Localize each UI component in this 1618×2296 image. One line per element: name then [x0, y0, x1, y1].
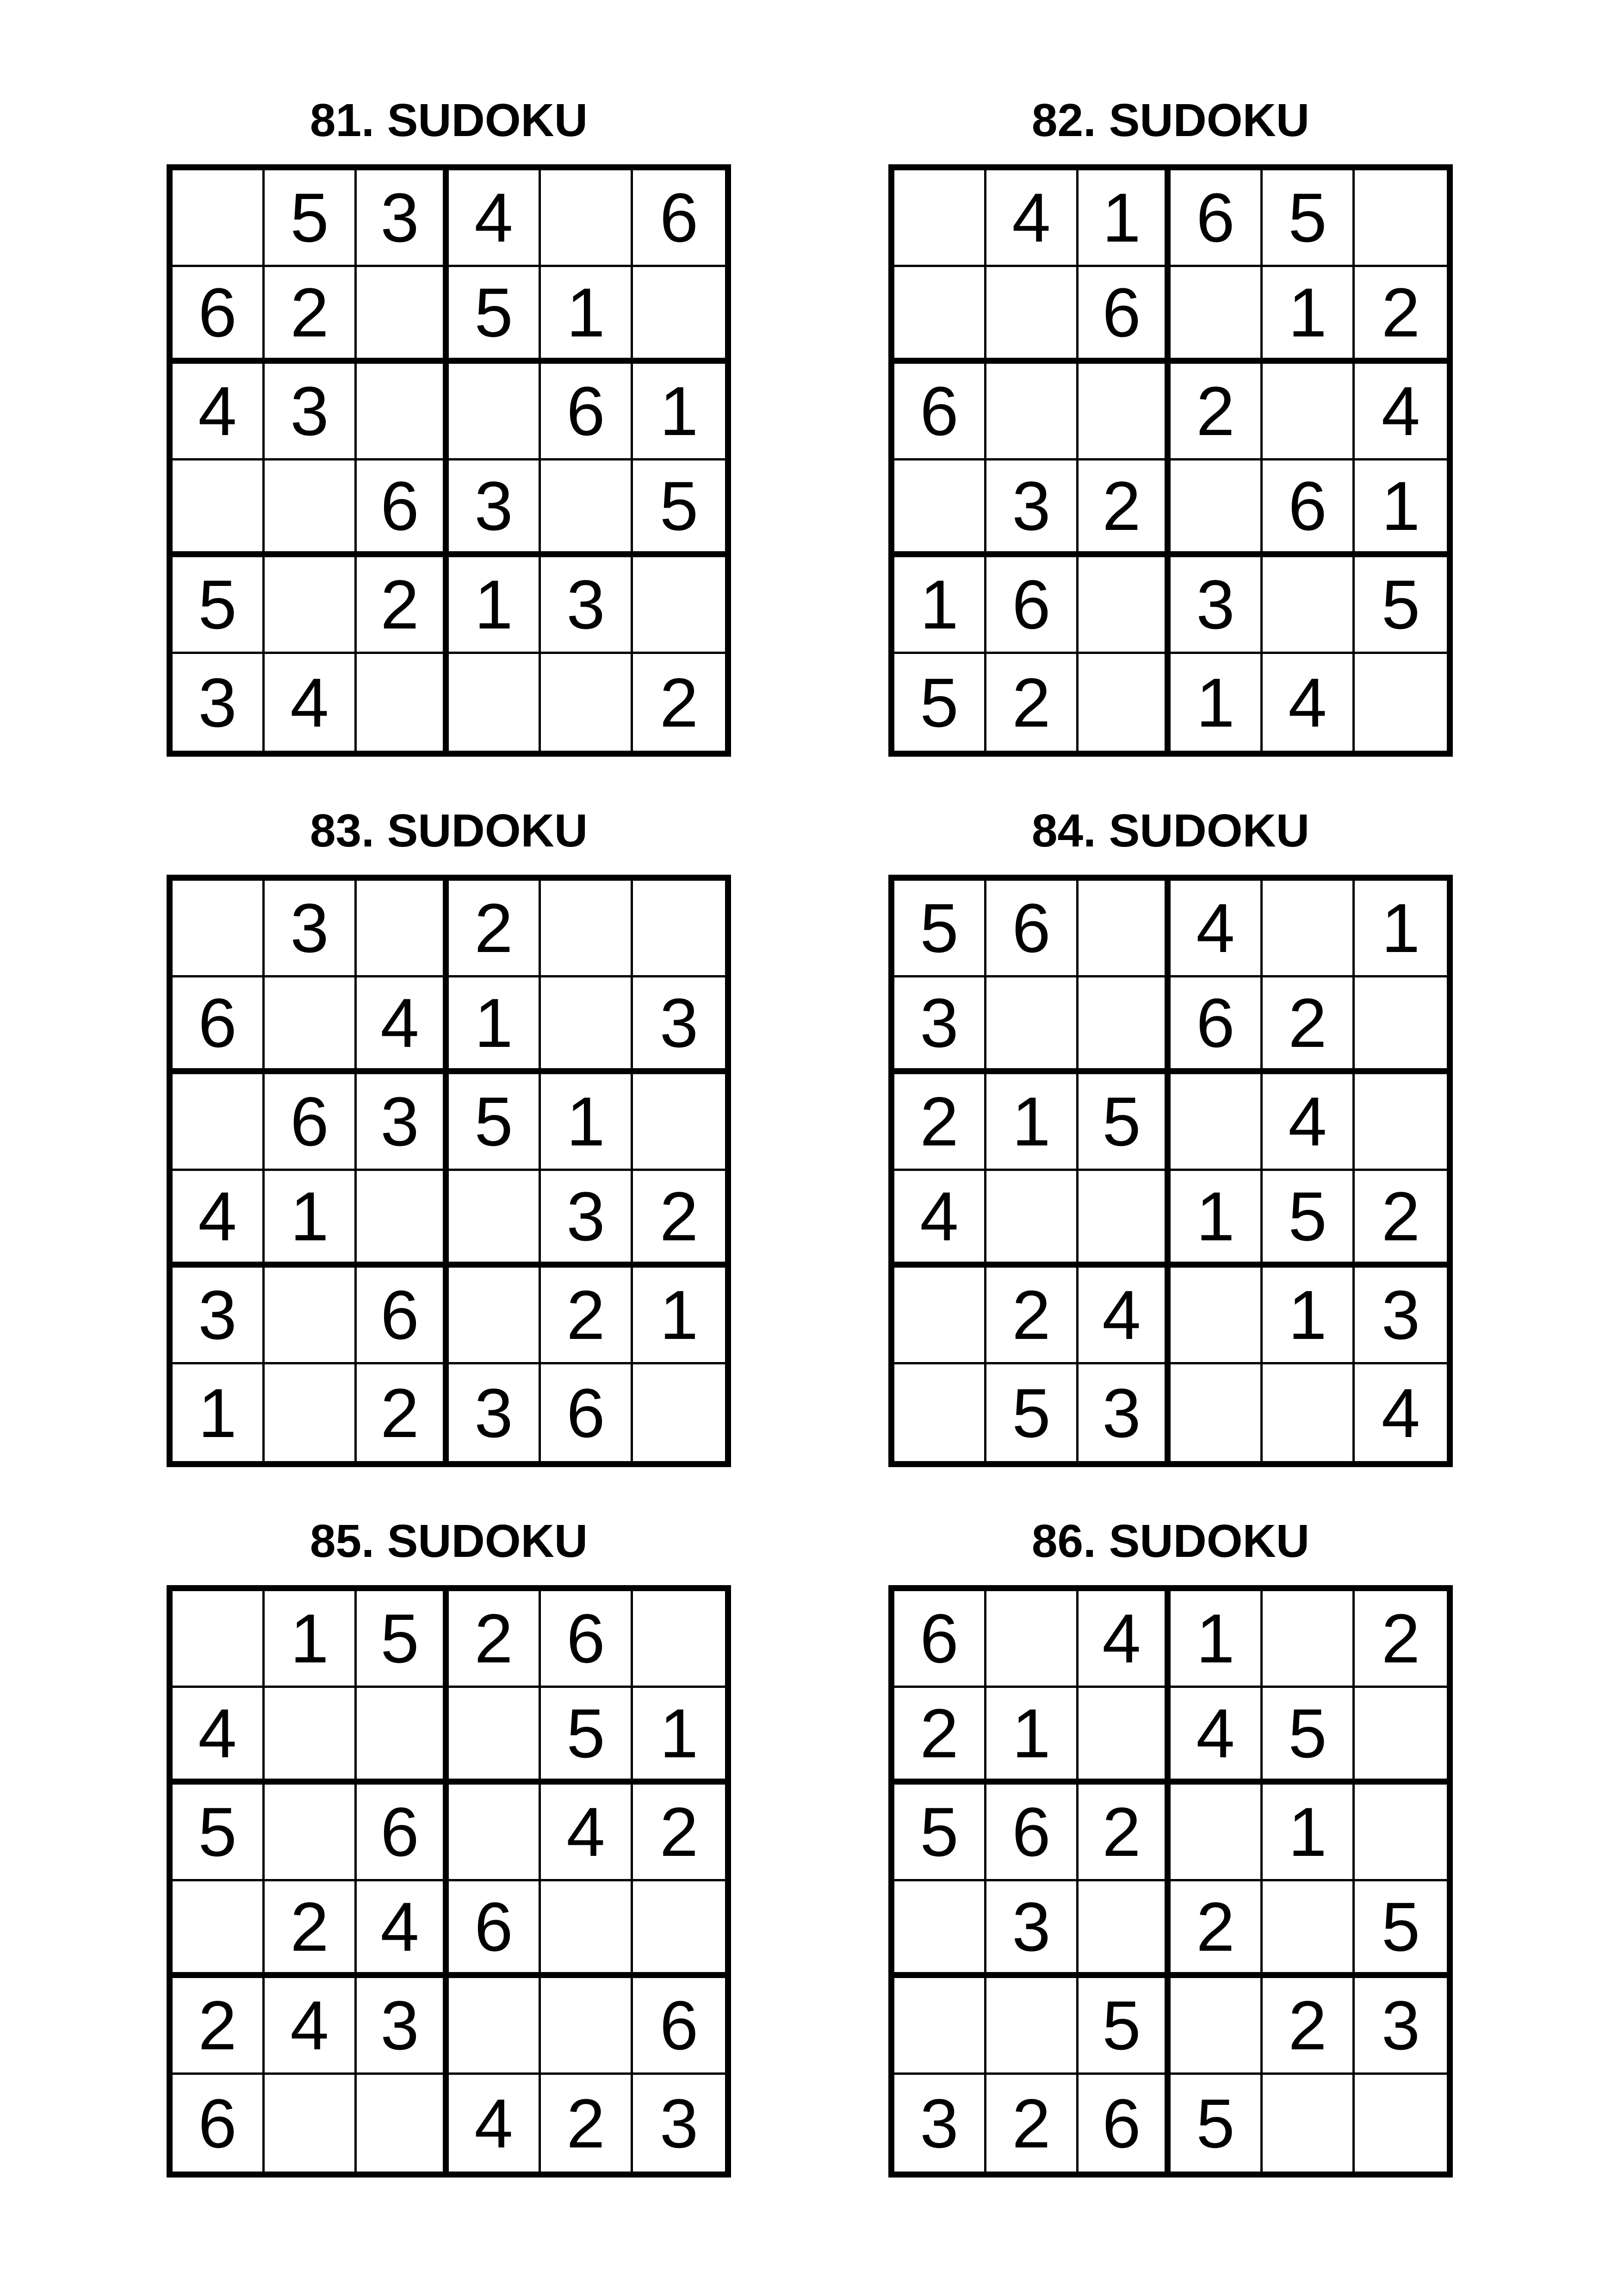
- sudoku-cell: 5: [633, 460, 725, 557]
- sudoku-cell: 6: [541, 364, 633, 460]
- puzzle-title: 83. SUDOKU: [310, 805, 588, 857]
- sudoku-cell: 6: [265, 1074, 357, 1171]
- sudoku-cell: 4: [357, 977, 449, 1074]
- sudoku-cell: 4: [986, 170, 1079, 267]
- sudoku-cell: [1355, 170, 1447, 267]
- sudoku-cell: 2: [1263, 1978, 1355, 2075]
- sudoku-cell: 2: [265, 1881, 357, 1978]
- sudoku-cell: [357, 881, 449, 977]
- sudoku-cell: 5: [449, 1074, 541, 1171]
- sudoku-cell: 3: [1171, 557, 1263, 654]
- sudoku-cell: 5: [1355, 1881, 1447, 1978]
- sudoku-cell: [1171, 267, 1263, 364]
- sudoku-cell: 1: [1355, 881, 1447, 977]
- sudoku-cell: 2: [659, 663, 699, 741]
- sudoku-cell: 5: [986, 1364, 1079, 1461]
- sudoku-cell: [633, 557, 725, 654]
- sudoku-cell: [265, 1785, 357, 1881]
- sudoku-cell: [265, 1688, 357, 1785]
- sudoku-grid: [167, 875, 731, 1467]
- sudoku-cell: 4: [449, 170, 541, 267]
- sudoku-cell: [1355, 654, 1447, 751]
- sudoku-cell: 2: [894, 1688, 986, 1785]
- sudoku-cell: [986, 267, 1079, 364]
- sudoku-cell: 4: [1079, 1268, 1171, 1364]
- sudoku-cell: 2: [1171, 364, 1263, 460]
- sudoku-cell: 2: [633, 1785, 725, 1881]
- sudoku-grid: [888, 1585, 1453, 2178]
- sudoku-cell: [541, 170, 633, 267]
- sudoku-cell: 1: [265, 1171, 357, 1268]
- sudoku-cell: [173, 460, 265, 557]
- sudoku-cell: 1: [1171, 654, 1263, 751]
- sudoku-cell: 3: [541, 557, 633, 654]
- sudoku-cell: 2: [173, 1978, 265, 2075]
- sudoku-cell: [894, 267, 986, 364]
- sudoku-cell: [173, 170, 265, 267]
- sudoku-cell: [1171, 1785, 1263, 1881]
- sudoku-cell: 4: [1171, 1688, 1263, 1785]
- sudoku-cell: [986, 1171, 1079, 1268]
- sudoku-cell: 5: [894, 881, 986, 977]
- sudoku-cell: 1: [449, 557, 541, 654]
- sudoku-cell: 5: [1263, 1688, 1355, 1785]
- sudoku-cell: [1171, 1268, 1263, 1364]
- sudoku-cell: 4: [1381, 1374, 1420, 1452]
- sudoku-cell: 4: [541, 1785, 633, 1881]
- sudoku-cell: [1355, 1688, 1447, 1785]
- sudoku-cell: 1: [449, 977, 541, 1074]
- sudoku-cell: 3: [357, 1978, 449, 2075]
- puzzle-title: 82. SUDOKU: [1031, 94, 1310, 146]
- sudoku-cell: 3: [986, 460, 1079, 557]
- sudoku-grid: [167, 1585, 731, 2178]
- sudoku-cell: [1079, 364, 1171, 460]
- sudoku-cell: 6: [986, 1785, 1079, 1881]
- sudoku-cell: 6: [986, 881, 1079, 977]
- sudoku-cell: [1263, 2075, 1355, 2172]
- sudoku-cell: [894, 1364, 986, 1461]
- sudoku-grid: [888, 164, 1453, 757]
- sudoku-cell: 5: [1079, 1074, 1171, 1171]
- sudoku-cell: 6: [1171, 977, 1263, 1074]
- sudoku-cell: 3: [357, 1074, 449, 1171]
- sudoku-cell: 2: [265, 267, 357, 364]
- sudoku-cell: 5: [1263, 1171, 1355, 1268]
- sudoku-cell: 6: [1079, 267, 1171, 364]
- sudoku-cell: 6: [357, 460, 449, 557]
- sudoku-cell: [357, 1688, 449, 1785]
- sudoku-cell: [1079, 557, 1171, 654]
- sudoku-cell: 5: [173, 1785, 265, 1881]
- sudoku-cell: 2: [357, 1364, 449, 1461]
- sudoku-cell: 5: [541, 1688, 633, 1785]
- sudoku-cell: [1355, 1785, 1447, 1881]
- sudoku-cell: [1079, 1881, 1171, 1978]
- sudoku-cell: 5: [1263, 170, 1355, 267]
- sudoku-cell: 1: [1171, 1591, 1263, 1688]
- sudoku-cell: 6: [633, 1978, 725, 2075]
- sudoku-cell: 2: [633, 1171, 725, 1268]
- sudoku-cell: [1355, 977, 1447, 1074]
- sudoku-cell: 1: [633, 1688, 725, 1785]
- sudoku-cell: [1079, 654, 1171, 751]
- sudoku-cell: 1: [541, 1074, 633, 1171]
- sudoku-cell: 1: [633, 1268, 725, 1364]
- sudoku-cell: 1: [541, 267, 633, 364]
- sudoku-cell: 4: [894, 1171, 986, 1268]
- sudoku-cell: [1079, 977, 1171, 1074]
- sudoku-cell: [1079, 1171, 1171, 1268]
- sudoku-cell: 5: [173, 557, 265, 654]
- sudoku-cell: [173, 1074, 265, 1171]
- sudoku-cell: 2: [894, 1074, 986, 1171]
- sudoku-cell: [633, 881, 725, 977]
- sudoku-cell: [1263, 364, 1355, 460]
- sudoku-cell: 2: [986, 2075, 1079, 2172]
- sudoku-cell: 2: [541, 1268, 633, 1364]
- sudoku-cell: [449, 1268, 541, 1364]
- sudoku-cell: 5: [357, 1591, 449, 1688]
- sudoku-cell: 6: [357, 1268, 449, 1364]
- sudoku-cell: [1263, 557, 1355, 654]
- sudoku-cell: 4: [1355, 364, 1447, 460]
- sudoku-cell: [986, 1591, 1079, 1688]
- sudoku-cell: 2: [1263, 977, 1355, 1074]
- sudoku-cell: 5: [894, 1785, 986, 1881]
- sudoku-cell: [1263, 1364, 1355, 1461]
- sudoku-cell: [541, 460, 633, 557]
- sudoku-cell: 6: [986, 557, 1079, 654]
- sudoku-cell: 6: [1079, 2075, 1171, 2172]
- puzzle-title: 85. SUDOKU: [310, 1515, 588, 1567]
- sudoku-cell: 2: [449, 1591, 541, 1688]
- sudoku-cell: [894, 1881, 986, 1978]
- sudoku-cell: 2: [541, 2075, 633, 2172]
- sudoku-cell: 4: [1263, 1074, 1355, 1171]
- sudoku-cell: [357, 364, 449, 460]
- sudoku-cell: 6: [449, 1881, 541, 1978]
- sudoku-cell: [265, 1268, 357, 1364]
- sudoku-cell: 3: [541, 1171, 633, 1268]
- sudoku-cell: [1355, 2075, 1447, 2172]
- sudoku-cell: [541, 1881, 633, 1978]
- sudoku-cell: 6: [173, 977, 265, 1074]
- sudoku-cell: 3: [1355, 1978, 1447, 2075]
- sudoku-cell: 2: [986, 654, 1079, 751]
- sudoku-cell: [1171, 1074, 1263, 1171]
- sudoku-cell: [357, 267, 449, 364]
- sudoku-cell: 6: [173, 267, 265, 364]
- sudoku-cell: [449, 1688, 541, 1785]
- sudoku-cell: 5: [894, 654, 986, 751]
- sudoku-cell: 4: [265, 654, 357, 751]
- sudoku-cell: 4: [173, 1171, 265, 1268]
- sudoku-cell: 2: [1355, 1171, 1447, 1268]
- sudoku-cell: [633, 1074, 725, 1171]
- sudoku-cell: [986, 977, 1079, 1074]
- sudoku-cell: 1: [1263, 1785, 1355, 1881]
- sudoku-grid: [888, 875, 1453, 1467]
- sudoku-cell: 3: [265, 364, 357, 460]
- sudoku-cell: [265, 2075, 357, 2172]
- sudoku-cell: [173, 1591, 265, 1688]
- sudoku-cell: 1: [894, 557, 986, 654]
- sudoku-cell: 3: [1355, 1268, 1447, 1364]
- sudoku-cell: 3: [173, 654, 265, 751]
- sudoku-cell: [894, 170, 986, 267]
- sudoku-cell: [357, 2075, 449, 2172]
- sudoku-cell: 4: [449, 2075, 541, 2172]
- puzzle-title: 81. SUDOKU: [310, 94, 588, 146]
- sudoku-cell: [1263, 1881, 1355, 1978]
- sudoku-cell: 6: [173, 2075, 265, 2172]
- sudoku-cell: [986, 364, 1079, 460]
- sudoku-cell: [265, 557, 357, 654]
- sudoku-cell: 2: [986, 1268, 1079, 1364]
- sudoku-cell: 1: [1355, 460, 1447, 557]
- sudoku-cell: 1: [1263, 267, 1355, 364]
- sudoku-cell: 4: [173, 364, 265, 460]
- sudoku-cell: 6: [357, 1785, 449, 1881]
- sudoku-cell: [894, 1978, 986, 2075]
- sudoku-cell: 5: [1355, 557, 1447, 654]
- sudoku-cell: 2: [357, 557, 449, 654]
- sudoku-cell: [449, 364, 541, 460]
- sudoku-cell: [265, 460, 357, 557]
- sudoku-cell: 3: [265, 881, 357, 977]
- sudoku-cell: 2: [449, 881, 541, 977]
- sudoku-cell: [357, 654, 449, 751]
- sudoku-cell: [541, 881, 633, 977]
- sudoku-cell: [633, 1591, 725, 1688]
- sudoku-cell: [1171, 1978, 1263, 2075]
- sudoku-cell: [1263, 1591, 1355, 1688]
- sudoku-cell: 6: [1171, 170, 1263, 267]
- sudoku-cell: 1: [986, 1074, 1079, 1171]
- sudoku-cell: [541, 654, 633, 751]
- sudoku-cell: [449, 1171, 541, 1268]
- sudoku-cell: 6: [633, 170, 725, 267]
- sudoku-cell: [541, 977, 633, 1074]
- sudoku-cell: [894, 460, 986, 557]
- sudoku-cell: 1: [633, 364, 725, 460]
- sudoku-cell: 4: [173, 1688, 265, 1785]
- sudoku-grid: [167, 164, 731, 757]
- sudoku-cell: 3: [659, 2084, 699, 2162]
- sudoku-cell: 4: [1171, 881, 1263, 977]
- sudoku-cell: [633, 1364, 725, 1461]
- sudoku-cell: 6: [541, 1364, 633, 1461]
- sudoku-cell: 3: [894, 2075, 986, 2172]
- sudoku-cell: 3: [986, 1881, 1079, 1978]
- sudoku-cell: 1: [173, 1364, 265, 1461]
- sudoku-cell: 1: [265, 1591, 357, 1688]
- sudoku-cell: [449, 654, 541, 751]
- sudoku-cell: 1: [1079, 170, 1171, 267]
- sudoku-cell: 2: [1171, 1881, 1263, 1978]
- sudoku-cell: 1: [1263, 1268, 1355, 1364]
- sudoku-cell: [173, 881, 265, 977]
- sudoku-cell: [1079, 881, 1171, 977]
- sudoku-cell: [1171, 460, 1263, 557]
- sudoku-cell: 2: [1079, 460, 1171, 557]
- sudoku-cell: 6: [541, 1591, 633, 1688]
- sudoku-cell: 4: [1079, 1591, 1171, 1688]
- sudoku-cell: 6: [1263, 460, 1355, 557]
- sudoku-cell: [173, 1881, 265, 1978]
- sudoku-cell: 3: [1079, 1364, 1171, 1461]
- sudoku-cell: 4: [265, 1978, 357, 2075]
- puzzle-title: 84. SUDOKU: [1031, 805, 1310, 857]
- sudoku-cell: 2: [1079, 1785, 1171, 1881]
- sudoku-cell: 6: [894, 364, 986, 460]
- sudoku-cell: 3: [357, 170, 449, 267]
- sudoku-cell: 4: [1263, 654, 1355, 751]
- sudoku-cell: [357, 1171, 449, 1268]
- sudoku-cell: 3: [449, 460, 541, 557]
- sudoku-cell: 5: [1079, 1978, 1171, 2075]
- puzzle-title: 86. SUDOKU: [1031, 1515, 1310, 1567]
- sudoku-cell: [1263, 881, 1355, 977]
- sudoku-cell: [894, 1268, 986, 1364]
- sudoku-cell: [449, 1785, 541, 1881]
- sudoku-cell: 3: [449, 1364, 541, 1461]
- sudoku-cell: [633, 1881, 725, 1978]
- sudoku-cell: [265, 1364, 357, 1461]
- sudoku-cell: 5: [265, 170, 357, 267]
- sudoku-cell: [986, 1978, 1079, 2075]
- sudoku-cell: [1171, 1364, 1263, 1461]
- sudoku-cell: [633, 267, 725, 364]
- sudoku-cell: 2: [1355, 1591, 1447, 1688]
- sudoku-cell: 2: [1355, 267, 1447, 364]
- sudoku-cell: 5: [1171, 2075, 1263, 2172]
- sudoku-cell: 6: [894, 1591, 986, 1688]
- sudoku-cell: 1: [1171, 1171, 1263, 1268]
- sudoku-cell: 1: [986, 1688, 1079, 1785]
- sudoku-cell: 5: [449, 267, 541, 364]
- sudoku-cell: [541, 1978, 633, 2075]
- sudoku-cell: [1355, 1074, 1447, 1171]
- sudoku-cell: 4: [357, 1881, 449, 1978]
- sudoku-cell: [449, 1978, 541, 2075]
- sudoku-cell: 3: [173, 1268, 265, 1364]
- sudoku-cell: 3: [894, 977, 986, 1074]
- sudoku-cell: [1079, 1688, 1171, 1785]
- sudoku-cell: 3: [633, 977, 725, 1074]
- sudoku-cell: [265, 977, 357, 1074]
